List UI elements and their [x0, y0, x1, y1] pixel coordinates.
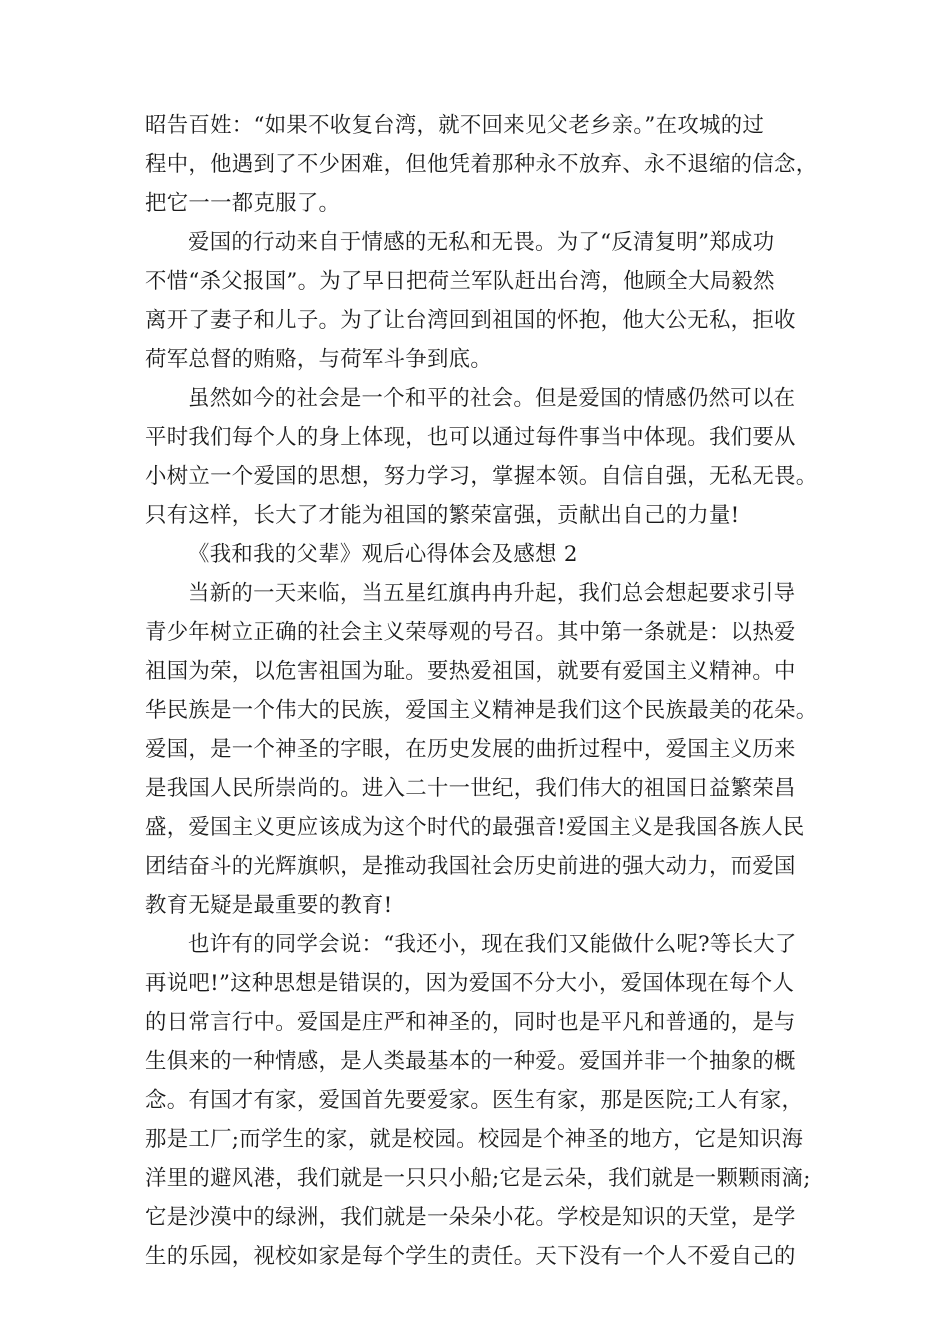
body-text-line: 生的乐园，视校如家是每个学生的责任。天下没有一个人不爱自己的 [145, 1244, 796, 1269]
body-text-line: 荷军总督的贿赂，与荷军斗争到底。 [145, 347, 493, 372]
body-text-line: 念。有国才有家，爱国首先要爱家。医生有家，那是医院;工人有家， [145, 1088, 804, 1113]
body-text-line: 的日常言行中。爱国是庄严和神圣的，同时也是平凡和普通的，是与 [145, 1010, 796, 1035]
body-text-line: 华民族是一个伟大的民族，爱国主义精神是我们这个民族最美的花朵。 [145, 698, 818, 723]
body-text-line: 它是沙漠中的绿洲，我们就是一朵朵小花。学校是知识的天堂，是学 [145, 1205, 796, 1230]
body-text-line: 爱国，是一个神圣的字眼，在历史发展的曲折过程中，爱国主义历来 [145, 737, 796, 762]
body-text-line: 不惜“杀父报国”。为了早日把荷兰军队赶出台湾，他顾全大局毅然 [145, 269, 775, 294]
body-text-line: 是我国人民所崇尚的。进入二十一世纪，我们伟大的祖国日益繁荣昌 [145, 776, 796, 801]
paragraph-first-line: 虽然如今的社会是一个和平的社会。但是爱国的情感仍然可以在 [188, 386, 796, 411]
paragraph-first-line: 当新的一天来临，当五星红旗冉冉升起，我们总会想起要求引导 [188, 581, 796, 606]
body-text-line: 洋里的避风港，我们就是一只只小船;它是云朵，我们就是一颗颗雨滴; [145, 1166, 811, 1191]
body-text-line: 再说吧!”这种思想是错误的，因为爱国不分大小，爱国体现在每个人 [145, 971, 795, 996]
body-text-line: 昭告百姓：“如果不收复台湾，就不回来见父老乡亲。”在攻城的过 [145, 113, 765, 138]
body-text-line: 教育无疑是最重要的教育! [145, 893, 393, 918]
body-text-line: 程中，他遇到了不少困难，但他凭着那种永不放弃、永不退缩的信念， [145, 152, 818, 177]
body-text-line: 离开了妻子和儿子。为了让台湾回到祖国的怀抱，他大公无私，拒收 [145, 308, 796, 333]
body-text-line: 只有这样，长大了才能为祖国的繁荣富强，贡献出自己的力量! [145, 503, 740, 528]
body-text-line: 把它一一都克服了。 [145, 191, 341, 216]
body-text-line: 生俱来的一种情感，是人类最基本的一种爱。爱国并非一个抽象的概 [145, 1049, 796, 1074]
body-text-line: 祖国为荣，以危害祖国为耻。要热爱祖国，就要有爱国主义精神。中 [145, 659, 796, 684]
section-heading: 《我和我的父辈》观后心得体会及感想 2 [188, 542, 578, 567]
body-text-line: 平时我们每个人的身上体现，也可以通过每件事当中体现。我们要从 [145, 425, 796, 450]
paragraph-first-line: 也许有的同学会说：“我还小，现在我们又能做什么呢?等长大了 [188, 932, 797, 957]
body-text-line: 团结奋斗的光辉旗帜，是推动我国社会历史前进的强大动力，而爱国 [145, 854, 796, 879]
paragraph-first-line: 爱国的行动来自于情感的无私和无畏。为了“反清复明”郑成功 [188, 230, 775, 255]
body-text-line: 小树立一个爱国的思想，努力学习，掌握本领。自信自强，无私无畏。 [145, 464, 818, 489]
body-text-line: 青少年树立正确的社会主义荣辱观的号召。其中第一条就是：以热爱 [145, 620, 796, 645]
body-text-line: 盛，爱国主义更应该成为这个时代的最强音!爱国主义是我国各族人民 [145, 815, 805, 840]
body-text-line: 那是工厂;而学生的家，就是校园。校园是个神圣的地方，它是知识海 [145, 1127, 804, 1152]
